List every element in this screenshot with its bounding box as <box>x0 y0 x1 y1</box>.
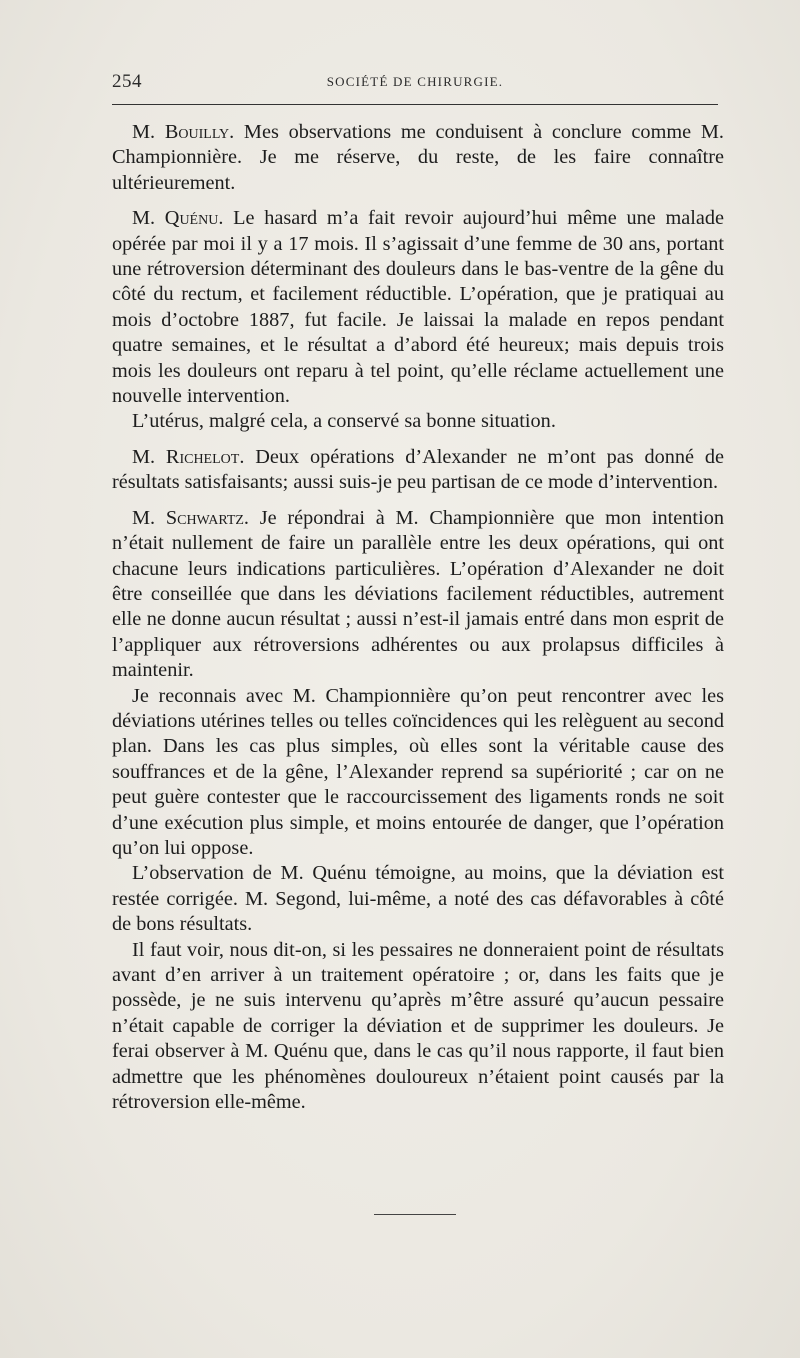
running-title: SOCIÉTÉ DE CHIRURGIE. <box>326 74 504 89</box>
paragraph-text: L’observation de M. Quénu témoigne, au moins, que la déviation est restée corrigée. M. Segond, lui-même, a noté des cas défavorables à côté de bons résultats. <box>112 862 724 936</box>
paragraph-richelot <box>112 445 724 496</box>
paragraph-pessaires <box>112 938 724 1116</box>
speaker-name: M. Bouilly. <box>132 121 235 143</box>
paragraph-text: Je répondrai à M. Championnière que mon intention n’était nullement de faire un parallèle entre les deux opérations, qui ont chacune leurs indications particulières. L’opération d’Alexander ne doit être conseillée que dans les déviations facilement réductibles, autrement elle ne donne aucun résultat ; aussi n’est-il jamais entré dans mon esprit de l’appliquer aux rétroversions adhérentes ou aux prolapsus difficiles à maintenir. <box>112 506 724 682</box>
section-end-rule <box>374 1214 456 1215</box>
paragraph-text: Il faut voir, nous dit-on, si les pessaires ne donneraient point de résultats avant d’en arriver à un traitement opératoire ; or, dans les faits que je possède, je ne suis intervenu qu’après m’être assuré qu’aucun pessaire n’était capable de corriger la déviation et de supprimer les douleurs. Je ferai observer à M. Quénu que, dans le cas qu’il nous rapporte, il faut bien admettre que les phénomènes douloureux n’étaient point causés par la rétroversion elle-même. <box>112 938 724 1114</box>
paragraph-text: Mes observations me conduisent à conclure comme M. Championnière. Je me réserve, du reste, de les faire connaître ultérieurement. <box>112 121 724 194</box>
paragraph-text: L’utérus, malgré cela, a conservé sa bonne situation. <box>132 410 556 433</box>
speaker-name: M. Richelot. <box>132 445 245 468</box>
header-rule <box>112 104 718 105</box>
paragraph-bouilly <box>112 120 724 196</box>
body-text <box>112 120 724 1115</box>
paragraph-uterus <box>112 409 724 434</box>
paragraph-schwartz <box>112 506 724 684</box>
paragraph-text: Deux opérations d’Alexander ne m’ont pas donné de résultats satisfaisants; aussi suis-je peu partisan de ce mode d’intervention. <box>112 445 724 494</box>
speaker-name: M. Quénu. <box>132 207 224 230</box>
paragraph-quenu <box>112 206 724 409</box>
paragraph-reconnais <box>112 684 724 862</box>
page-number: 254 <box>112 71 142 92</box>
speaker-name: M. Schwartz. <box>132 506 249 529</box>
paragraph-text: Je reconnais avec M. Championnière qu’on peut rencontrer avec les déviations utérines telles ou telles coïncidences qui les relèguent au second plan. Dans les cas plus simples, où elles sont la véritable cause des souffrances et de la gêne, l’Alexander reprend sa supériorité ; car on ne peut guère contester que le raccourcissement des ligaments ronds ne soit d’une exécution plus simple, et moins entourée de danger, que l’opération qu’on lui oppose. <box>112 684 724 859</box>
page-header <box>112 68 718 98</box>
paragraph-observation <box>112 861 724 937</box>
paragraph-text: Le hasard m’a fait revoir aujourd’hui même une malade opérée par moi il y a 17 mois. Il s’agissait d’une femme de 30 ans, portant une rétroversion déterminant des douleurs dans le bas-ventre de la gêne du côté du rectum, et facilement réductible. L’opération, que je pratiquai au mois d’octobre 1887, fut facile. Je laissai la malade en repos pendant quatre semaines, et le résultat a d’abord été heureux; mais depuis trois mois les douleurs ont reparu à tel point, qu’elle réclame actuellement une nouvelle intervention. <box>112 207 724 408</box>
